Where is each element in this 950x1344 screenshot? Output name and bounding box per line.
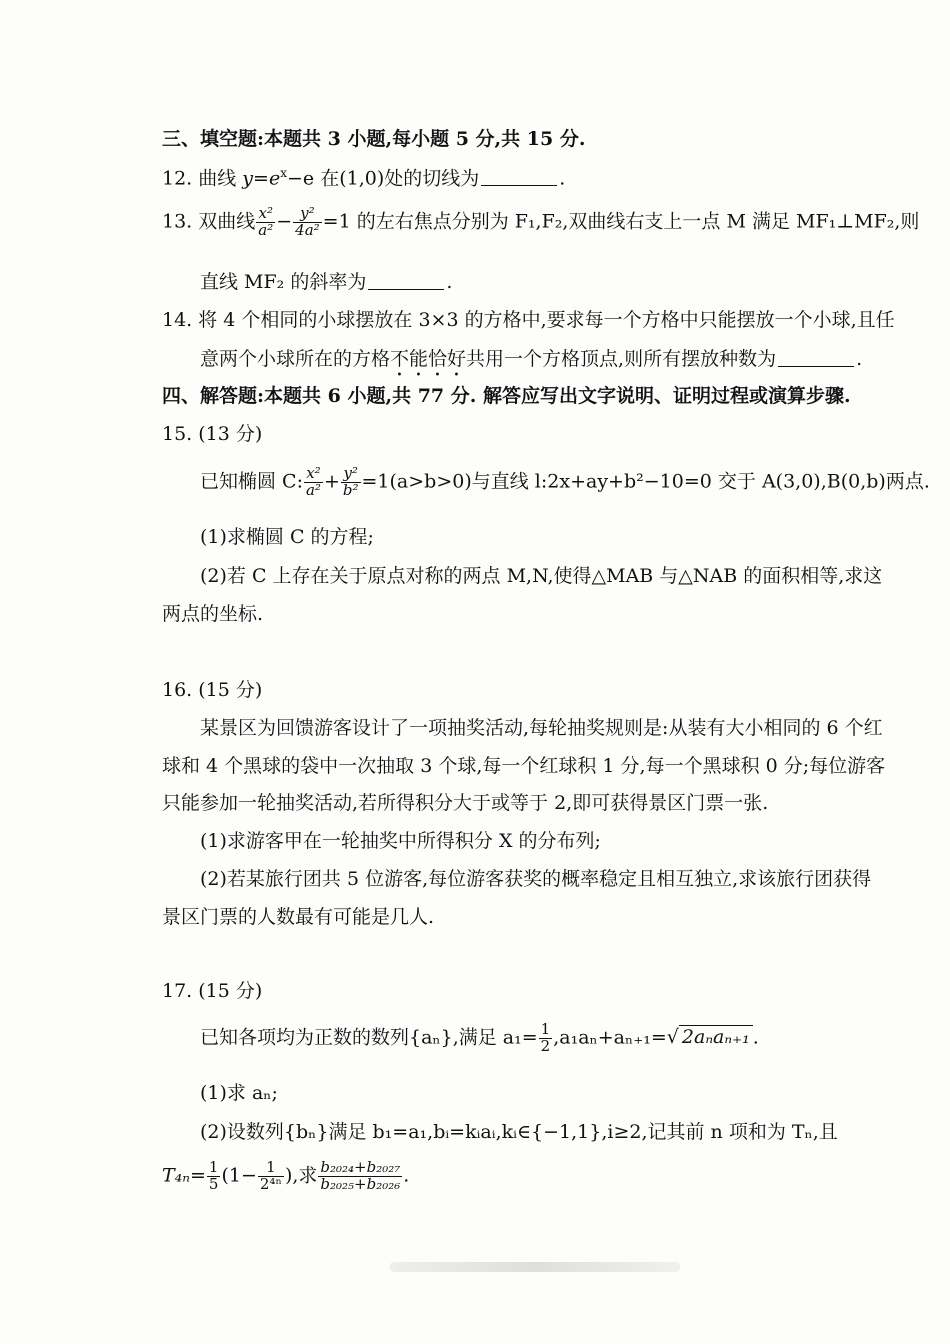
question-15-stem bbox=[200, 466, 930, 499]
q12-answer-blank bbox=[481, 166, 557, 186]
question-17-heading: 17. (15 分) bbox=[162, 980, 263, 1002]
q17-t-frac2-den: 2⁴ⁿ bbox=[259, 1174, 282, 1193]
q13-line2-text: 直线 MF₂ 的斜率为 bbox=[200, 271, 367, 293]
q17-sqrt: √ 2aₙaₙ₊₁ bbox=[667, 1025, 753, 1049]
question-14-line1: 14. 将 4 个相同的小球摆放在 3×3 的方格中,要求每一个方格中只能摆放一个小球,且任 bbox=[162, 309, 895, 331]
q17-t-frac2 bbox=[258, 1160, 284, 1193]
question-14-line2 bbox=[200, 347, 862, 381]
question-17-part2-formula bbox=[162, 1160, 409, 1193]
question-15-part2-cont: 两点的坐标. bbox=[162, 603, 264, 625]
q12-equation: y=e bbox=[242, 167, 281, 190]
q13-statement: =1 的左右焦点分别为 F₁,F₂,双曲线右支上一点 M 满足 MF₁⊥MF₂,则 bbox=[322, 210, 920, 233]
q17-t-frac1-num: 1 bbox=[208, 1158, 219, 1176]
question-17-part1: (1)求 aₙ; bbox=[200, 1082, 278, 1104]
question-17-part2: (2)设数列{bₙ}满足 b₁=a₁,bᵢ=kᵢaᵢ,kᵢ∈{−1,1},i≥2,记其前 n 项和为 Tₙ,且 bbox=[200, 1121, 838, 1143]
question-15-part2: (2)若 C 上存在关于原点对称的两点 M,N,使得△MAB 与△NAB 的面积相等,求这 bbox=[200, 565, 883, 587]
question-13 bbox=[162, 206, 919, 239]
question-16-part1: (1)求游客甲在一轮抽奖中所得积分 X 的分布列; bbox=[200, 830, 601, 852]
q17-fraction-half bbox=[539, 1022, 553, 1055]
q13-answer-blank bbox=[368, 270, 444, 290]
question-17-stem bbox=[200, 1022, 759, 1055]
section-4-title: 四、解答题:本题共 6 小题,共 77 分. 解答应写出文字说明、证明过程或演算步骤. bbox=[162, 385, 851, 407]
q15-prefix: 已知椭圆 C: bbox=[200, 470, 303, 493]
q12-period: . bbox=[559, 167, 566, 190]
q12-equation-rest: −e 在(1,0)处的切线为 bbox=[286, 167, 480, 190]
q13-frac1-den: a² bbox=[258, 220, 274, 239]
q17-t-frac2-num: 1 bbox=[258, 1160, 284, 1177]
section-3-title: 三、填空题:本题共 3 小题,每小题 5 分,共 15 分. bbox=[162, 128, 586, 150]
question-15-part1: (1)求椭圆 C 的方程; bbox=[200, 526, 374, 548]
q17-t-frac3-num: b₂₀₂₄+b₂₀₂₇ bbox=[320, 1158, 401, 1176]
q15-fraction-x bbox=[304, 466, 323, 499]
question-15-heading: 15. (13 分) bbox=[162, 423, 263, 445]
q15-plus: + bbox=[323, 470, 340, 493]
question-16-line1: 某景区为回馈游客设计了一项抽奖活动,每轮抽奖规则是:从装有大小相同的 6 个红 bbox=[200, 717, 883, 739]
q15-statement: =1(a>b>0)与直线 l:2x+ay+b²−10=0 交于 A(3,0),B(0,b)两点. bbox=[361, 470, 930, 493]
question-12 bbox=[162, 166, 565, 190]
question-16-line3: 只能参加一轮抽奖活动,若所得积分大于或等于 2,即可获得景区门票一张. bbox=[162, 792, 769, 814]
q17-period: . bbox=[752, 1026, 759, 1049]
q17-middle: ,a₁aₙ+aₙ₊₁= bbox=[553, 1026, 667, 1049]
q13-fraction-y bbox=[293, 206, 322, 239]
q14-text-a: 意两个小球所在的方格 bbox=[200, 348, 391, 370]
q14-period: . bbox=[856, 348, 863, 370]
q14-answer-blank bbox=[778, 347, 854, 367]
q17-t-frac3-den: b₂₀₂₅+b₂₀₂₆ bbox=[320, 1174, 401, 1193]
q14-emphasis: 不能恰好 bbox=[390, 348, 467, 370]
question-13-line2 bbox=[200, 270, 452, 294]
q13-period: . bbox=[446, 271, 453, 293]
q17-t-frac1 bbox=[207, 1160, 221, 1193]
question-16-line2: 球和 4 个黑球的袋中一次抽取 3 个球,每一个红球积 1 分,每一个黑球积 0 分;每位游客 bbox=[162, 755, 886, 777]
q13-fraction-x bbox=[256, 206, 275, 239]
q17-radicand: 2aₙaₙ₊₁ bbox=[679, 1025, 753, 1049]
question-16-heading: 16. (15 分) bbox=[162, 679, 263, 701]
q17-t-frac1-den: 5 bbox=[208, 1174, 219, 1193]
q17-prefix: 已知各项均为正数的数列{aₙ},满足 a₁= bbox=[200, 1026, 538, 1049]
q17-frac-num: 1 bbox=[540, 1020, 551, 1038]
q13-minus: − bbox=[276, 210, 293, 233]
q12-exponent: x bbox=[280, 166, 287, 180]
q14-text-c: 共用一个方格顶点,则所有摆放种数为 bbox=[466, 348, 777, 370]
q17-t-prefix: T₄ₙ= bbox=[162, 1164, 206, 1187]
q15-frac2-den: b² bbox=[342, 480, 359, 499]
question-16-part2-cont: 景区门票的人数最有可能是几人. bbox=[162, 906, 435, 928]
q12-prefix: 12. 曲线 bbox=[162, 167, 243, 190]
q17-t-middle2: ),求 bbox=[284, 1164, 318, 1187]
page-footer-smudge bbox=[390, 1262, 680, 1272]
q17-t-frac3 bbox=[318, 1160, 402, 1193]
q15-frac1-den: a² bbox=[305, 480, 321, 499]
q15-frac1-num: x² bbox=[304, 466, 323, 483]
q17-t-period: . bbox=[403, 1164, 410, 1187]
q17-t-middle: (1− bbox=[221, 1164, 257, 1187]
question-16-part2: (2)若某旅行团共 5 位游客,每位游客获奖的概率稳定且相互独立,求该旅行团获得 bbox=[200, 868, 872, 890]
q13-frac2-num: y² bbox=[293, 206, 322, 223]
q15-frac2-num: y² bbox=[341, 466, 361, 483]
q13-prefix: 13. 双曲线 bbox=[162, 210, 256, 233]
q15-fraction-y bbox=[341, 466, 361, 499]
q17-frac-den: 2 bbox=[540, 1036, 551, 1055]
q13-frac1-num: x² bbox=[256, 206, 275, 223]
q13-frac2-den: 4a² bbox=[295, 220, 320, 239]
